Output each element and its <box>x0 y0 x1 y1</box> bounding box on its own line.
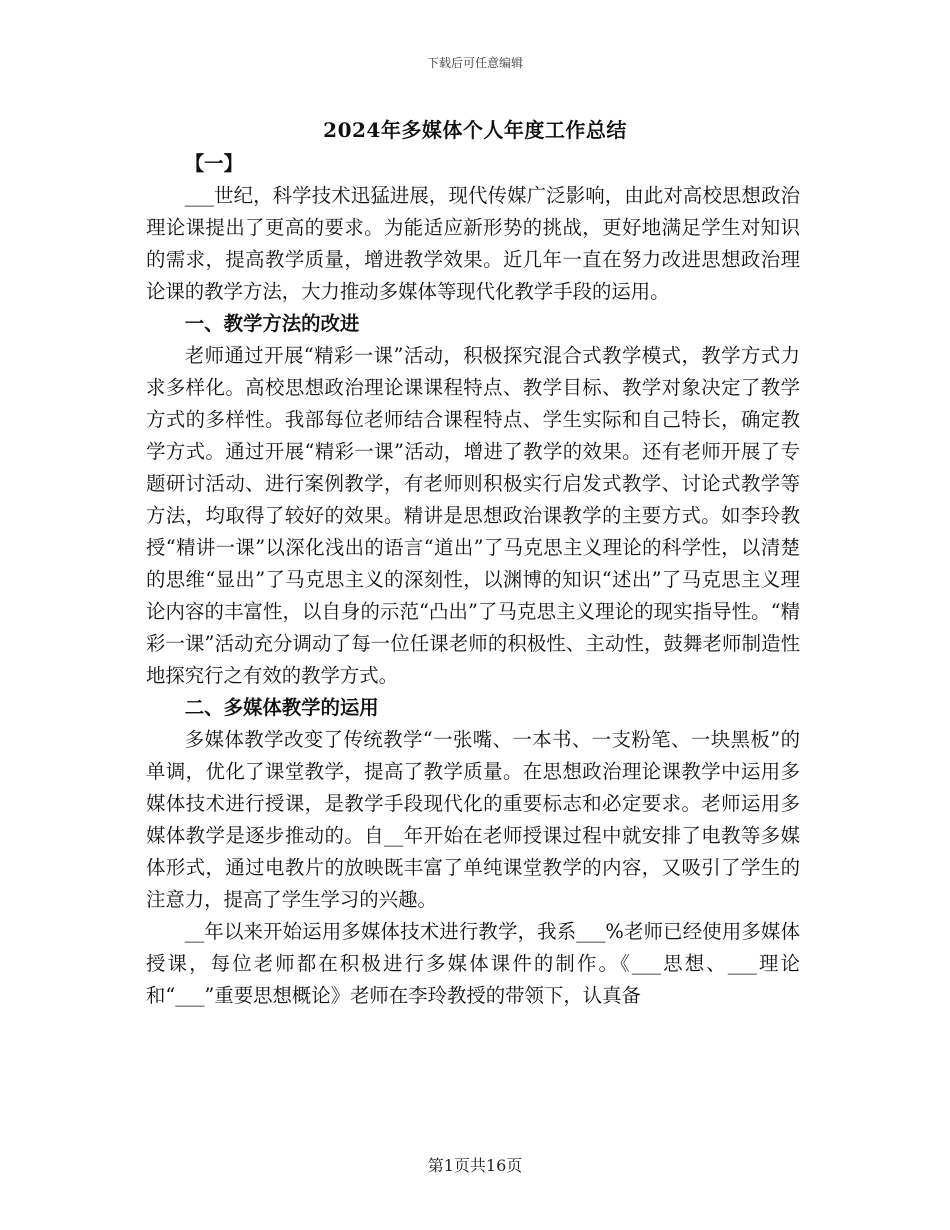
document-body <box>146 148 800 1012</box>
multimedia-paragraph-1: 多媒体教学改变了传统教学“一张嘴、一本书、一支粉笔、一块黑板”的单调，优化了课堂教学，提高了教学质量。在思想政治理论课教学中运用多媒体技术进行授课，是教学手段现代化的重要标志和必定要求。老师运用多媒体教学是逐步推动的。自__年开始在老师授课过程中就安排了电教等多媒体形式，通过电教片的放映既丰富了单纯课堂教学的内容，又吸引了学生的注意力，提高了学生学习的兴趣。 <box>146 728 800 911</box>
multimedia-paragraph-2: __年以来开始运用多媒体技术进行教学，我系___%老师已经使用多媒体授课，每位老师都在积极进行多媒体课件的制作。《___思想、___理论和“___”重要思想概论》老师在李玲教授的带领下，认真备 <box>146 920 800 1007</box>
section-heading-teaching-methods: 一、教学方法的改进 <box>184 312 360 335</box>
teaching-methods-paragraph: 老师通过开展“精彩一课”活动，积极探究混合式教学模式，教学方式力求多样化。高校思想政治理论课课程特点、教学目标、教学对象决定了教学方式的多样性。我部每位老师结合课程特点、学生实际和自己特长，确定教学方式。通过开展“精彩一课”活动，增进了教学的效果。还有老师开展了专题研讨活动、进行案例教学，有老师则积极实行启发式教学、讨论式教学等方法，均取得了较好的效果。精讲是思想政治课教学的主要方式。如李玲教授“精讲一课”以深化浅出的语言“道出”了马克思主义理论的科学性，以清楚的思维“显出”了马克思主义的深刻性，以渊博的知识“述出”了马克思主义理论内容的丰富性，以自身的示范“凸出”了马克思主义理论的现实指导性。“精彩一课”活动充分调动了每一位任课老师的积极性、主动性，鼓舞老师制造性地探究行之有效的教学方式。 <box>146 344 800 687</box>
header-note: 下载后可任意编辑 <box>426 56 523 70</box>
page-number-footer: 第1页共16页 <box>427 1156 523 1175</box>
section-tag: 【一】 <box>184 152 243 175</box>
document-title: 2024年多媒体个人年度工作总结 <box>323 118 627 142</box>
section-heading-multimedia: 二、多媒体教学的运用 <box>184 696 379 719</box>
intro-paragraph: ___世纪，科学技术迅猛进展，现代传媒广泛影响，由此对高校思想政治理论课提出了更高的要求。为能适应新形势的挑战，更好地满足学生对知识的需求，提高教学质量，增进教学效果。近几年一直在努力改进思想政治理论课的教学方法，大力推动多媒体等现代化教学手段的运用。 <box>146 184 800 303</box>
